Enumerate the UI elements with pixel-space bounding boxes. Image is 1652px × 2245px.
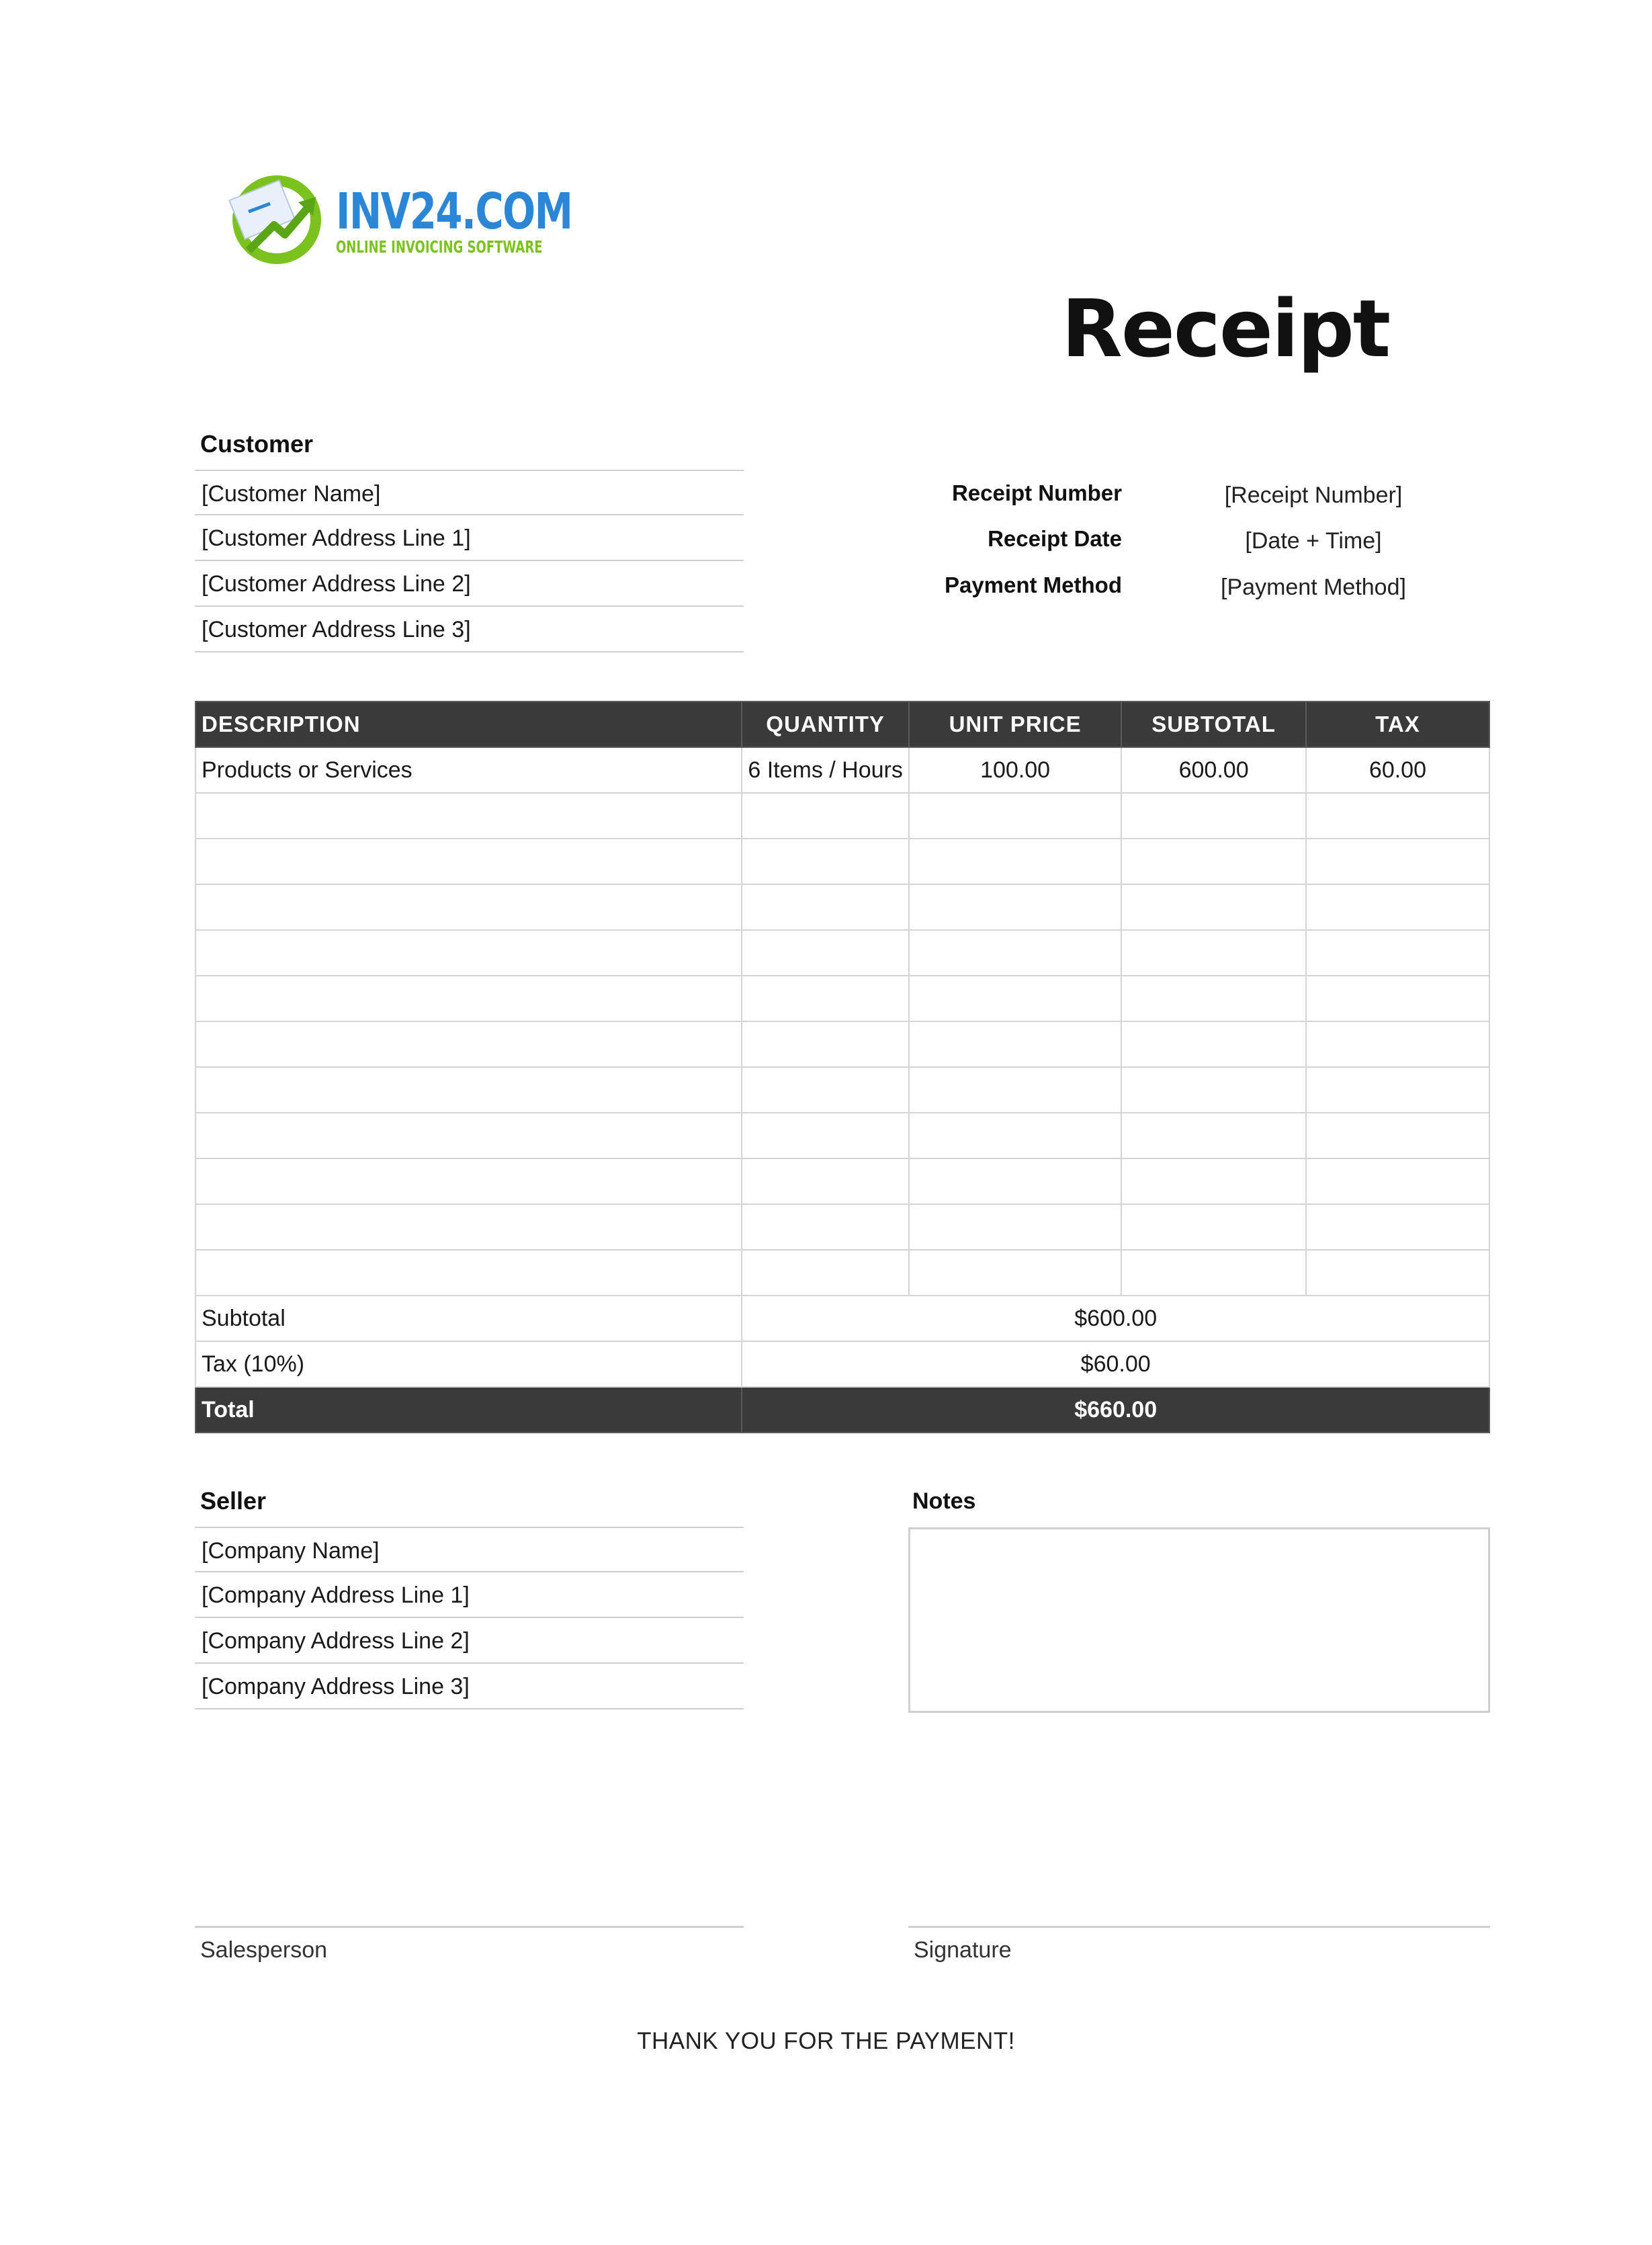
logo-tagline: ONLINE INVOICING SOFTWARE [336,237,543,257]
table-row-empty [195,1021,1489,1067]
notes-label: Notes [912,1488,976,1514]
table-row-empty [195,930,1489,976]
logo-wordmark [336,185,639,257]
seller-block [195,1527,744,1709]
item-subtotal: 600.00 [1121,747,1306,793]
table-row-empty [195,1250,1489,1296]
table-row-empty [195,976,1489,1021]
seller-label: Seller [200,1487,267,1515]
table-row-empty [195,1067,1489,1113]
total-row [195,1387,1489,1433]
payment-method-value: [Payment Method] [1221,575,1406,600]
line-items-table [195,701,1490,1433]
col-subtotal: SUBTOTAL [1121,702,1306,747]
col-unit-price: UNIT PRICE [909,702,1121,747]
item-unit-price: 100.00 [909,747,1121,793]
total-label: Total [195,1387,742,1433]
subtotal-value: $600.00 [742,1296,1489,1341]
company-address-1: [Company Address Line 1] [195,1572,744,1618]
customer-name: [Customer Name] [195,470,744,515]
subtotal-label: Subtotal [195,1296,742,1341]
receipt-number-value: [Receipt Number] [1224,482,1403,508]
receipt-number-label: Receipt Number [951,480,1122,505]
signature-label: Signature [914,1937,1012,1963]
company-name: [Company Name] [195,1527,744,1572]
customer-label: Customer [200,430,314,458]
table-header-row [195,702,1489,747]
table-row-empty [195,884,1489,930]
col-description: DESCRIPTION [195,702,742,747]
customer-block [195,470,744,652]
col-tax: TAX [1306,702,1489,747]
item-tax: 60.00 [1306,747,1489,793]
payment-method-label: Payment Method [944,573,1122,597]
table-row-empty [195,839,1489,884]
col-quantity: QUANTITY [742,702,909,747]
receipt-date-label: Receipt Date [988,526,1122,551]
tax-value: $60.00 [742,1341,1489,1387]
signature-line [908,1926,1490,1928]
customer-address-1: [Customer Address Line 1] [195,515,744,561]
customer-address-2: [Customer Address Line 2] [195,561,744,607]
subtotal-row [195,1296,1489,1341]
thank-you-message: THANK YOU FOR THE PAYMENT! [637,2028,1015,2054]
salesperson-line [195,1926,744,1928]
receipt-date-value: [Date + Time] [1245,528,1382,554]
page-title: Receipt [1061,282,1390,375]
tax-row [195,1341,1489,1387]
table-row-empty [195,793,1489,839]
salesperson-label: Salesperson [200,1937,328,1963]
table-row [195,747,1489,793]
total-value: $660.00 [742,1387,1489,1433]
table-row-empty [195,1158,1489,1204]
company-address-3: [Company Address Line 3] [195,1664,744,1709]
notes-box[interactable] [908,1527,1490,1713]
item-description: Products or Services [195,747,742,793]
tax-label: Tax (10%) [195,1341,742,1387]
table-row-empty [195,1204,1489,1250]
table-row-empty [195,1113,1489,1158]
customer-address-3: [Customer Address Line 3] [195,607,744,652]
item-quantity: 6 Items / Hours [742,747,909,793]
logo-brand: INV24.COM [336,183,572,241]
company-address-2: [Company Address Line 2] [195,1618,744,1664]
